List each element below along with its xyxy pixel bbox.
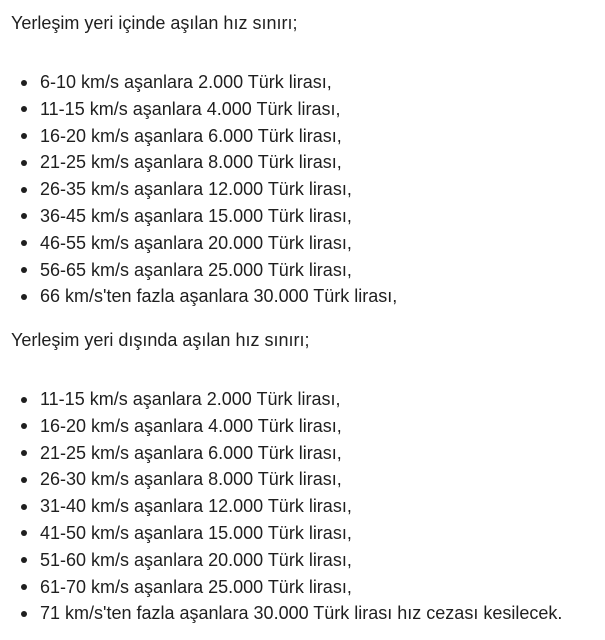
list-item xyxy=(0,386,562,413)
list-item-text: 46-55 km/s aşanlara 20.000 Türk lirası, xyxy=(40,232,352,253)
list-item xyxy=(0,600,562,627)
list-item xyxy=(0,69,397,96)
list-item xyxy=(0,123,397,150)
list-item xyxy=(0,440,562,467)
list-item-text: 6-10 km/s aşanlara 2.000 Türk lirası, xyxy=(40,72,332,92)
bullet-icon xyxy=(21,133,27,139)
list-item xyxy=(0,203,397,230)
bullet-icon xyxy=(21,80,27,86)
list-item xyxy=(0,96,397,123)
bullet-icon xyxy=(21,504,27,510)
list-item xyxy=(0,574,562,601)
bullet-icon xyxy=(21,187,27,193)
list-item-text: 26-30 km/s aşanlara 8.000 Türk lirası, xyxy=(40,469,342,490)
list-item-text: 21-25 km/s aşanlara 8.000 Türk lirası, xyxy=(40,152,342,173)
bullet-icon xyxy=(21,106,27,112)
bullet-icon xyxy=(21,530,27,536)
list-item-text: 51-60 km/s aşanlara 20.000 Türk lirası, xyxy=(40,549,352,570)
list-item-text: 56-65 km/s aşanlara 25.000 Türk lirası, xyxy=(40,259,352,280)
list-item xyxy=(0,149,397,176)
list-item xyxy=(0,547,562,574)
fine-list-outside-settlement xyxy=(0,386,562,627)
list-item xyxy=(0,176,397,203)
bullet-icon xyxy=(21,160,27,166)
list-item-text: 66 km/s'ten fazla aşanlara 30.000 Türk lirası, xyxy=(40,286,398,307)
list-item-text: 11-15 km/s aşanlara 4.000 Türk lirası, xyxy=(40,98,341,119)
bullet-icon xyxy=(21,213,27,219)
bullet-icon xyxy=(21,557,27,563)
list-item-text: 26-35 km/s aşanlara 12.000 Türk lirası, xyxy=(40,179,352,200)
bullet-icon xyxy=(21,294,27,300)
bullet-icon xyxy=(21,423,27,429)
list-item-text: 16-20 km/s aşanlara 6.000 Türk lirası, xyxy=(40,125,342,146)
list-item xyxy=(0,413,562,440)
bullet-icon xyxy=(21,584,27,590)
list-item xyxy=(0,283,397,310)
section-heading-inside-settlement: Yerleşim yeri içinde aşılan hız sınırı; xyxy=(11,13,298,33)
list-item-text: 71 km/s'ten fazla aşanlara 30.000 Türk lirası hız cezası kesilecek. xyxy=(40,603,563,624)
list-item xyxy=(0,257,397,284)
list-item-text: 61-70 km/s aşanlara 25.000 Türk lirası, xyxy=(40,576,352,597)
list-item xyxy=(0,493,562,520)
section-heading-outside-settlement: Yerleşim yeri dışında aşılan hız sınırı; xyxy=(11,330,310,350)
list-item-text: 16-20 km/s aşanlara 4.000 Türk lirası, xyxy=(40,415,342,436)
bullet-icon xyxy=(21,477,27,483)
list-item-text: 36-45 km/s aşanlara 15.000 Türk lirası, xyxy=(40,205,352,226)
bullet-icon xyxy=(21,240,27,246)
list-item xyxy=(0,466,562,493)
list-item xyxy=(0,520,562,547)
list-item-text: 31-40 km/s aşanlara 12.000 Türk lirası, xyxy=(40,496,352,517)
list-item xyxy=(0,230,397,257)
bullet-icon xyxy=(21,267,27,273)
fine-list-inside-settlement xyxy=(0,69,397,310)
list-item-text: 21-25 km/s aşanlara 6.000 Türk lirası, xyxy=(40,442,342,463)
bullet-icon xyxy=(21,611,27,617)
list-item-text: 41-50 km/s aşanlara 15.000 Türk lirası, xyxy=(40,522,352,543)
bullet-icon xyxy=(21,450,27,456)
bullet-icon xyxy=(21,397,27,403)
list-item-text: 11-15 km/s aşanlara 2.000 Türk lirası, xyxy=(40,389,341,409)
